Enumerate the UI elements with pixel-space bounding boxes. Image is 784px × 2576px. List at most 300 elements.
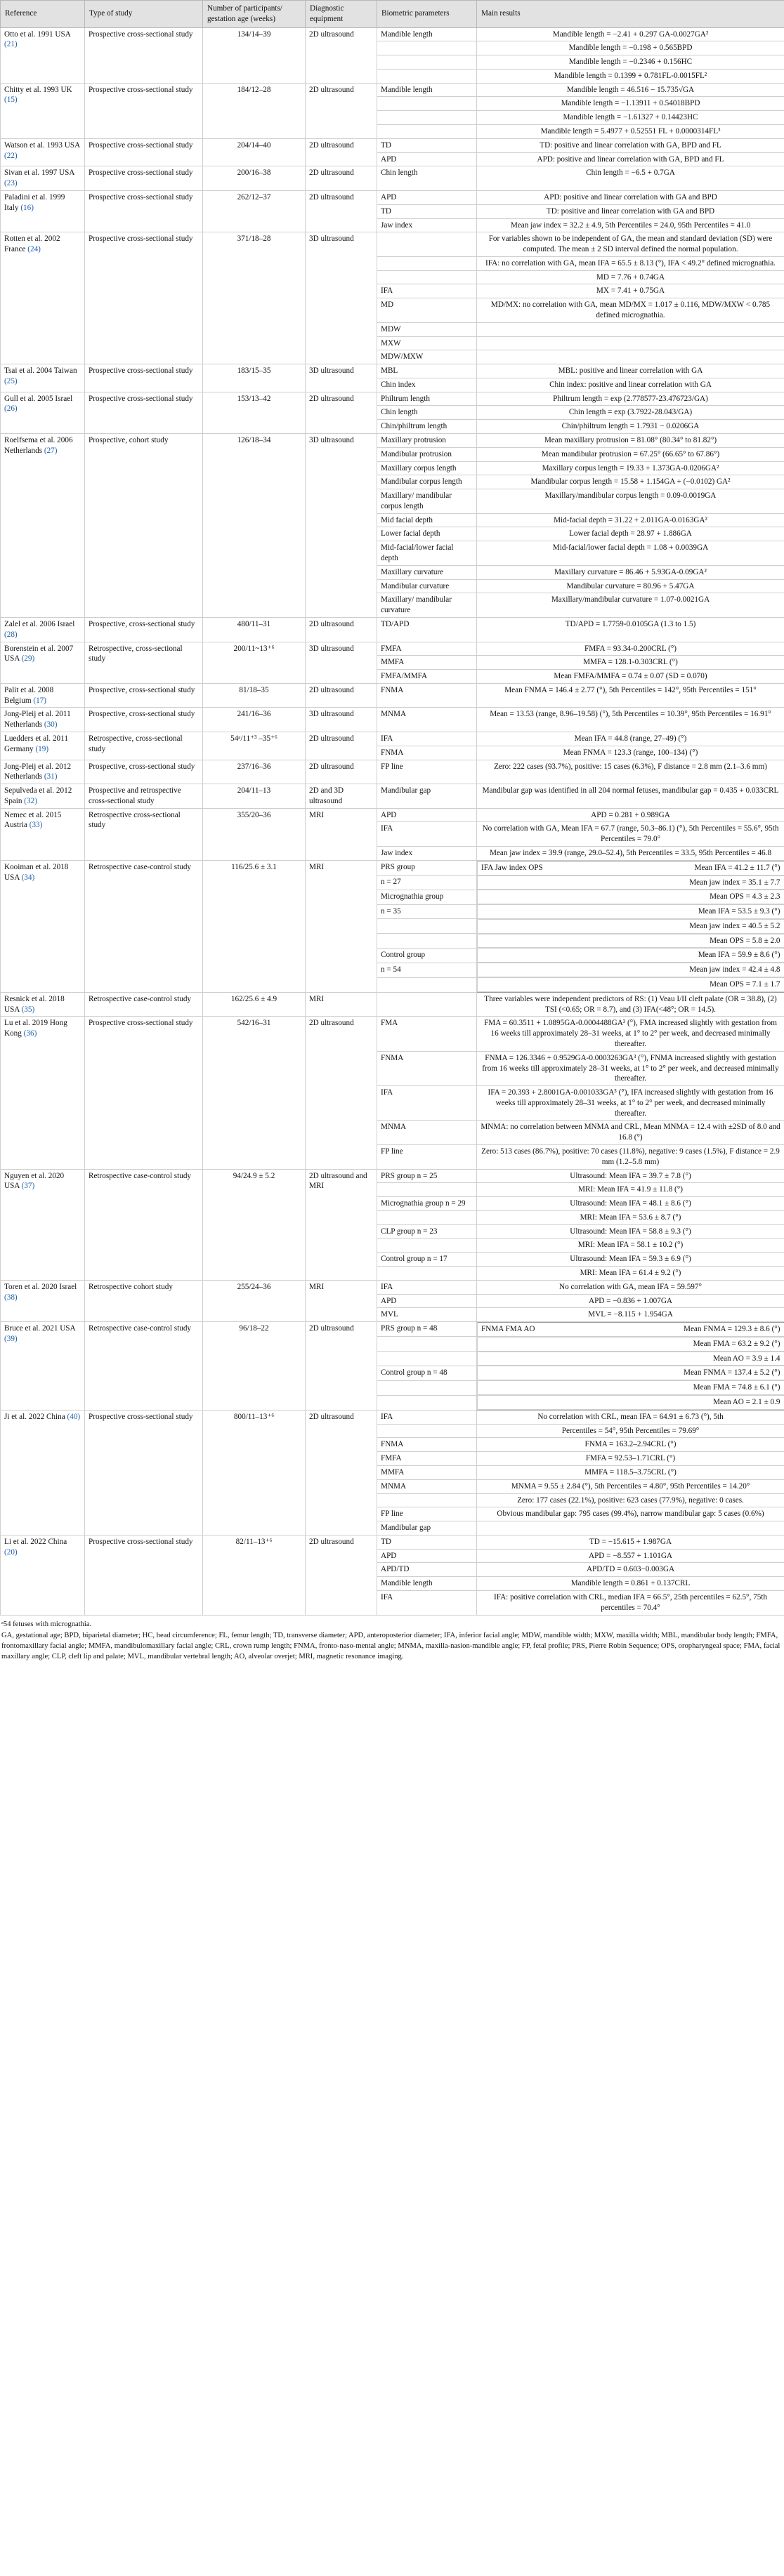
result-value: Mean OPS = 5.8 ± 2.0 xyxy=(710,936,780,945)
reference-number-link[interactable]: (34) xyxy=(21,873,35,882)
parameter-cell: Mandibular protrusion xyxy=(377,447,477,461)
reference-text: Chitty et al. 1993 UK xyxy=(4,85,72,94)
parameter-cell: FMFA/MMFA xyxy=(377,670,477,684)
table-row xyxy=(1,617,784,642)
reference-text: Nemec et al. 2015 Austria xyxy=(4,810,62,830)
result-cell xyxy=(477,904,784,919)
reference-text: Borenstein et al. 2007 USA xyxy=(4,644,74,663)
parameter-cell xyxy=(377,232,477,257)
reference-cell xyxy=(1,760,85,784)
result-cell: Mandibular curvature = 80.96 + 5.47GA xyxy=(477,579,784,593)
table-row xyxy=(1,1410,784,1424)
table-row xyxy=(1,232,784,257)
result-cell: Mean FNMA = 123.3 (range, 100–134) (°) xyxy=(477,746,784,760)
participants-cell: 255/24–36 xyxy=(203,1280,306,1321)
reference-text: Jong-Pleij et al. 2011 Netherlands xyxy=(4,710,71,729)
participants-cell: 542/16–31 xyxy=(203,1017,306,1169)
parameter-cell: Mandibular gap xyxy=(377,1521,477,1535)
equipment-cell: 2D ultrasound xyxy=(306,1410,377,1535)
equipment-cell: 2D ultrasound xyxy=(306,27,377,83)
reference-cell xyxy=(1,1410,85,1535)
parameter-cell: TD xyxy=(377,204,477,218)
reference-text: Nguyen et al. 2020 USA xyxy=(4,1171,65,1191)
reference-number-link[interactable]: (23) xyxy=(4,179,18,188)
equipment-cell: 2D ultrasound xyxy=(306,683,377,708)
result-label: IFA Jaw index OPS xyxy=(481,863,543,872)
reference-number-link[interactable]: (32) xyxy=(24,796,37,805)
table-row xyxy=(1,860,784,875)
reference-cell xyxy=(1,683,85,708)
result-cell: Maxillary/mandibular curvature = 1.07-0.0021GA xyxy=(477,593,784,618)
parameter-cell: IFA xyxy=(377,1410,477,1424)
result-cell: Mandible length = 0.861 + 0.137CRL xyxy=(477,1577,784,1591)
reference-number-link[interactable]: (17) xyxy=(33,696,46,705)
result-cell: Mandible length = −1.61327 + 0.14423HC xyxy=(477,111,784,125)
result-cell: Mandibular corpus length = 15.58 + 1.154GA + (−0.0102) GA² xyxy=(477,475,784,489)
result-cell: Philtrum length = exp (2.778577-23.476723/GA) xyxy=(477,392,784,406)
reference-text: Resnick et al. 2018 USA xyxy=(4,994,65,1014)
parameter-cell: Control group xyxy=(377,948,477,963)
table-header xyxy=(1,1,784,28)
equipment-cell: 2D ultrasound xyxy=(306,617,377,642)
parameter-cell xyxy=(377,97,477,111)
result-cell: MD = 7.76 + 0.74GA xyxy=(477,270,784,284)
result-cell: FNMA = 163.2–2.94CRL (°) xyxy=(477,1438,784,1452)
result-cell: Zero: 177 cases (22.1%), positive: 623 cases (77.9%), negative: 0 cases. xyxy=(477,1493,784,1507)
parameter-cell xyxy=(377,992,477,1017)
parameter-cell xyxy=(377,1380,477,1395)
study-type-cell: Retrospective case-control study xyxy=(85,860,203,992)
result-cell: FNMA = 126.3346 + 0.9529GA-0.0003263GA³ (°), FNMA increased slightly with gestation from 16 weeks till approximately 28–31 weeks, at 1° to 2° per week, and decreased minimally thereafter. xyxy=(477,1051,784,1085)
table-row xyxy=(1,784,784,809)
result-cell: IFA = 20.393 + 2.8001GA-0.001033GA³ (°), IFA increased slightly with gestation from 16 weeks till approximately 28–31 weeks, at 1° to 2° per week, and decreased minimally thereafter. xyxy=(477,1086,784,1121)
reference-number-link[interactable]: (19) xyxy=(35,744,49,753)
participants-cell: 204/14–40 xyxy=(203,138,306,166)
reference-cell xyxy=(1,860,85,992)
equipment-cell: 2D ultrasound xyxy=(306,1535,377,1615)
table-row xyxy=(1,434,784,448)
parameter-cell: Mandible length xyxy=(377,27,477,41)
equipment-cell: MRI xyxy=(306,992,377,1017)
table-row xyxy=(1,190,784,204)
parameter-cell: Philtrum length xyxy=(377,392,477,406)
result-cell: Chin length = −6.5 + 0.7GA xyxy=(477,166,784,191)
result-value: Mean IFA = 53.5 ± 9.3 (°) xyxy=(698,907,780,916)
reference-cell xyxy=(1,1535,85,1615)
result-cell: Maxillary curvature = 86.46 + 5.93GA-0.09GA² xyxy=(477,565,784,579)
result-cell: APD = −0.836 + 1.007GA xyxy=(477,1294,784,1308)
study-type-cell: Retrospective cohort study xyxy=(85,1280,203,1321)
parameter-cell: n = 27 xyxy=(377,876,477,890)
parameter-cell xyxy=(377,1239,477,1253)
reference-text: Watson et al. 1993 USA xyxy=(4,140,80,150)
header-parameters: Biometric parameters xyxy=(377,1,477,28)
reference-number-link[interactable]: (39) xyxy=(4,1334,18,1343)
parameter-cell xyxy=(377,1210,477,1224)
reference-cell xyxy=(1,27,85,83)
reference-text: Kooiman et al. 2018 USA xyxy=(4,862,69,882)
reference-cell xyxy=(1,784,85,809)
header-main-results: Main results xyxy=(477,1,784,28)
parameter-cell: MVL xyxy=(377,1308,477,1322)
table-row xyxy=(1,760,784,784)
participants-cell: 81/18–35 xyxy=(203,683,306,708)
table-row xyxy=(1,808,784,822)
table-row xyxy=(1,1280,784,1294)
parameter-cell: FNMA xyxy=(377,683,477,708)
reference-number-link[interactable]: (25) xyxy=(4,376,18,385)
reference-number-link[interactable]: (31) xyxy=(44,772,58,781)
result-cell: Maxillary/mandibular corpus length = 0.09-0.0019GA xyxy=(477,489,784,514)
result-cell xyxy=(477,963,784,977)
participants-cell: 96/18–22 xyxy=(203,1322,306,1411)
equipment-cell: 2D ultrasound xyxy=(306,138,377,166)
parameter-cell: APD xyxy=(377,1549,477,1563)
parameter-cell: Jaw index xyxy=(377,218,477,232)
study-type-cell: Retrospective, cross-sectional study xyxy=(85,642,203,683)
parameter-cell: Mandible length xyxy=(377,1577,477,1591)
result-cell: No correlation with GA, Mean IFA = 67.7 (range, 50.3–86.1) (°), 5th Percentiles = 55.6°, 95th Percentiles = 79.0° xyxy=(477,822,784,847)
parameter-cell xyxy=(377,270,477,284)
parameter-cell: IFA xyxy=(377,1280,477,1294)
result-cell xyxy=(477,934,784,949)
result-cell: MRI: Mean IFA = 41.9 ± 11.8 (°) xyxy=(477,1183,784,1197)
parameter-cell xyxy=(377,41,477,55)
parameter-cell: Chin length xyxy=(377,406,477,420)
result-cell: Mandible length = 5.4977 + 0.52551 FL + 0.0000314FL³ xyxy=(477,125,784,139)
reference-cell xyxy=(1,642,85,683)
parameter-cell: MDW xyxy=(377,322,477,336)
parameter-cell xyxy=(377,55,477,70)
result-cell: Chin/philtrum length = 1.7931 − 0.0206GA xyxy=(477,420,784,434)
result-cell xyxy=(477,861,784,876)
result-value: Mean FMA = 63.2 ± 9.2 (°) xyxy=(693,1339,780,1348)
result-cell: Mid-facial depth = 31.22 + 2.011GA-0.0163GA² xyxy=(477,513,784,527)
result-cell: Mean FNMA = 146.4 ± 2.77 (°), 5th Percentiles = 142°, 95th Percentiles = 151° xyxy=(477,683,784,708)
reference-text: Ji et al. 2022 China xyxy=(4,1412,65,1421)
study-type-cell: Prospective cross-sectional study xyxy=(85,392,203,433)
participants-cell: 162/25.6 ± 4.9 xyxy=(203,992,306,1017)
result-cell: MBL: positive and linear correlation with GA xyxy=(477,364,784,378)
equipment-cell: MRI xyxy=(306,808,377,860)
study-type-cell: Prospective cross-sectional study xyxy=(85,364,203,392)
result-value: Mean OPS = 4.3 ± 2.3 xyxy=(710,892,780,901)
parameter-cell xyxy=(377,934,477,949)
reference-number-link[interactable]: (21) xyxy=(4,40,18,49)
participants-cell: 94/24.9 ± 5.2 xyxy=(203,1169,306,1280)
reference-cell xyxy=(1,1017,85,1169)
result-cell: IFA: positive correlation with CRL, median IFA = 66.5°, 25th percentiles = 62.5°, 75th percentiles = 70.4° xyxy=(477,1590,784,1615)
result-cell: Chin length = exp (3.7922-28.043/GA) xyxy=(477,406,784,420)
parameter-cell: Micrognathia group xyxy=(377,890,477,904)
reference-text: Toren et al. 2020 Israel xyxy=(4,1282,77,1291)
reference-number-link[interactable]: (24) xyxy=(27,245,41,254)
reference-number-link[interactable]: (26) xyxy=(4,404,18,414)
reference-number-link[interactable]: (40) xyxy=(67,1412,81,1421)
study-type-cell: Prospective cross-sectional study xyxy=(85,1017,203,1169)
study-type-cell: Retrospective, cross-sectional study xyxy=(85,732,203,760)
reference-number-link[interactable]: (16) xyxy=(20,203,34,212)
parameter-cell: MNMA xyxy=(377,1121,477,1145)
study-type-cell: Prospective, cross-sectional study xyxy=(85,683,203,708)
parameter-cell: Control group n = 17 xyxy=(377,1253,477,1267)
abbreviations-note: GA, gestational age; BPD, biparietal diameter; HC, head circumference; FL, femur length; TD, transverse diameter; APD, anteroposterior diameter; IFA, inferior facial angle; MDW, mandible width; MXW, maxilla width; MBL, mandibular body length; FMFA, frontomaxillary facial angle; MMFA, mandibulomaxillary facial angle; CRL, crown rump length; FNMA, fronto-naso-mental angle; MNMA, maxilla-nasion-mandible angle; FP, fetal profile; PRS, Pierre Robin Sequence; OPS, oropharyngeal space; FMA, facial maxillary angle; CLP, cleft lip and palate; MVL, mandibular vertebral length; AO, alveolar overjet; MRI, magnetic resonance imaging. xyxy=(1,1632,780,1661)
result-cell: MMFA = 128.1-0.303CRL (°) xyxy=(477,656,784,670)
result-cell: MRI: Mean IFA = 58.1 ± 10.2 (°) xyxy=(477,1239,784,1253)
result-value: Mean IFA = 59.9 ± 8.6 (°) xyxy=(698,951,780,960)
parameter-cell: MNMA xyxy=(377,708,477,732)
result-cell: APD = −8.557 + 1.101GA xyxy=(477,1549,784,1563)
result-cell: Zero: 222 cases (93.7%), positive: 15 cases (6.3%), F distance = 2.8 mm (2.1–3.6 mm) xyxy=(477,760,784,784)
parameter-cell: Chin/philtrum length xyxy=(377,420,477,434)
study-type-cell: Prospective cross-sectional study xyxy=(85,190,203,232)
equipment-cell: 2D ultrasound and MRI xyxy=(306,1169,377,1280)
equipment-cell: 2D ultrasound xyxy=(306,1322,377,1411)
result-value: Mean AO = 2.1 ± 0.9 xyxy=(713,1398,780,1407)
result-cell: APD/TD = 0.603−0.003GA xyxy=(477,1563,784,1577)
parameter-cell: TD xyxy=(377,138,477,152)
parameter-cell: TD/APD xyxy=(377,617,477,642)
equipment-cell: 2D ultrasound xyxy=(306,190,377,232)
result-cell xyxy=(477,948,784,963)
result-cell xyxy=(477,919,784,934)
result-cell: TD/APD = 1.7759-0.0105GA (1.3 to 1.5) xyxy=(477,617,784,642)
parameter-cell: MXW xyxy=(377,336,477,350)
participants-cell: 82/11–13⁺⁶ xyxy=(203,1535,306,1615)
parameter-cell: PRS group xyxy=(377,860,477,875)
result-cell: Mean FMFA/MMFA = 0.74 ± 0.07 (SD = 0.070) xyxy=(477,670,784,684)
result-cell: MNMA = 9.55 ± 2.84 (°), 5th Percentiles = 4.80°, 95th Percentiles = 14.20° xyxy=(477,1479,784,1493)
parameter-cell: Maxillary protrusion xyxy=(377,434,477,448)
study-type-cell: Retrospective cross-sectional study xyxy=(85,808,203,860)
reference-number-link[interactable]: (28) xyxy=(4,630,18,639)
result-cell: APD: positive and linear correlation with GA, BPD and FL xyxy=(477,152,784,166)
result-cell xyxy=(477,1366,784,1380)
reference-number-link[interactable]: (38) xyxy=(4,1293,18,1302)
result-cell xyxy=(477,350,784,364)
result-cell: Mean IFA = 44.8 (range, 27–49) (°) xyxy=(477,732,784,746)
reference-number-link[interactable]: (35) xyxy=(21,1005,35,1014)
parameter-cell: TD xyxy=(377,1535,477,1549)
table-row xyxy=(1,166,784,191)
parameter-cell: Mid facial depth xyxy=(377,513,477,527)
parameter-cell: PRS group n = 25 xyxy=(377,1169,477,1183)
equipment-cell: 3D ultrasound xyxy=(306,434,377,618)
parameter-cell: FP line xyxy=(377,1144,477,1169)
parameter-cell xyxy=(377,1183,477,1197)
result-value: Mean OPS = 7.1 ± 1.7 xyxy=(710,980,780,989)
parameter-cell xyxy=(377,1352,477,1366)
parameter-cell: MNMA xyxy=(377,1479,477,1493)
parameter-cell xyxy=(377,111,477,125)
parameter-cell: n = 35 xyxy=(377,904,477,919)
participants-cell: 241/16–36 xyxy=(203,708,306,732)
reference-number-link[interactable]: (20) xyxy=(4,1547,18,1557)
result-cell: Mean jaw index = 39.9 (range, 29.0–52.4), 5th Percentiles = 33.5, 95th Percentiles = 46.8 xyxy=(477,847,784,861)
parameter-cell: APD xyxy=(377,1294,477,1308)
header-equipment: Diagnostic equipment xyxy=(306,1,377,28)
parameter-cell: IFA xyxy=(377,1086,477,1121)
reference-text: Lu et al. 2019 Hong Kong xyxy=(4,1019,67,1038)
result-cell: Ultrasound: Mean IFA = 59.3 ± 6.9 (°) xyxy=(477,1253,784,1267)
table-body xyxy=(1,27,784,1615)
parameter-cell: IFA xyxy=(377,1590,477,1615)
parameter-cell: FNMA xyxy=(377,1051,477,1085)
reference-number-link[interactable]: (22) xyxy=(4,151,18,160)
reference-cell xyxy=(1,83,85,138)
result-cell: Mandible length = −0.2346 + 0.156HC xyxy=(477,55,784,70)
result-cell: TD = −15.615 + 1.987GA xyxy=(477,1535,784,1549)
parameter-cell: IFA xyxy=(377,284,477,298)
participants-cell: 116/25.6 ± 3.1 xyxy=(203,860,306,992)
equipment-cell: 2D and 3D ultrasound xyxy=(306,784,377,809)
table-row xyxy=(1,138,784,152)
reference-number-link[interactable]: (27) xyxy=(44,446,58,455)
parameter-cell: Maxillary curvature xyxy=(377,565,477,579)
result-cell: Percentiles = 54°, 95th Percentiles = 79.69° xyxy=(477,1424,784,1438)
equipment-cell: 3D ultrasound xyxy=(306,232,377,364)
result-cell xyxy=(477,322,784,336)
result-cell: MRI: Mean IFA = 61.4 ± 9.2 (°) xyxy=(477,1267,784,1281)
reference-cell xyxy=(1,732,85,760)
reference-text: Jong-Pleij et al. 2012 Netherlands xyxy=(4,762,72,781)
result-cell: MRI: Mean IFA = 53.6 ± 8.7 (°) xyxy=(477,1210,784,1224)
result-cell: Obvious mandibular gap: 795 cases (99.4%), narrow mandibular gap: 5 cases (0.6%) xyxy=(477,1507,784,1521)
parameter-cell: IFA xyxy=(377,822,477,847)
study-type-cell: Prospective and retrospective cross-sectional study xyxy=(85,784,203,809)
study-type-cell: Prospective, cross-sectional study xyxy=(85,617,203,642)
parameter-cell xyxy=(377,977,477,992)
result-cell xyxy=(477,876,784,890)
table-row xyxy=(1,708,784,732)
table-row xyxy=(1,1017,784,1051)
parameter-cell: FP line xyxy=(377,760,477,784)
reference-number-link[interactable]: (15) xyxy=(4,95,18,105)
table-row xyxy=(1,1322,784,1337)
participants-cell: 204/11–13 xyxy=(203,784,306,809)
result-cell: Mean mandibular protrusion = 67.25° (66.65° to 67.86°) xyxy=(477,447,784,461)
parameter-cell: FMFA xyxy=(377,642,477,656)
result-cell: MD/MX: no correlation with GA, mean MD/MX = 1.017 ± 0.116, MDW/MXW < 0.785 defined micrognathia. xyxy=(477,298,784,323)
study-type-cell: Prospective, cohort study xyxy=(85,434,203,618)
reference-number-link[interactable]: (36) xyxy=(23,1029,37,1038)
participants-cell: 134/14–39 xyxy=(203,27,306,83)
result-cell: MVL = −8.115 + 1.954GA xyxy=(477,1308,784,1322)
result-value: Mean AO = 3.9 ± 1.4 xyxy=(713,1354,780,1363)
result-cell: Mandible length = −1.13911 + 0.54018BPD xyxy=(477,97,784,111)
table-row xyxy=(1,27,784,41)
parameter-cell: Mandibular curvature xyxy=(377,579,477,593)
equipment-cell: 3D ultrasound xyxy=(306,364,377,392)
parameter-cell: FMA xyxy=(377,1017,477,1051)
study-type-cell: Prospective cross-sectional study xyxy=(85,138,203,166)
parameter-cell: FP line xyxy=(377,1507,477,1521)
reference-text: Li et al. 2022 China xyxy=(4,1537,67,1546)
parameter-cell: APD/TD xyxy=(377,1563,477,1577)
result-cell xyxy=(477,1352,784,1366)
study-type-cell: Prospective, cross-sectional study xyxy=(85,760,203,784)
study-type-cell: Retrospective case-control study xyxy=(85,1169,203,1280)
parameter-cell xyxy=(377,256,477,270)
reference-text: Tsai et al. 2004 Taiwan xyxy=(4,366,77,376)
parameter-cell: Maxillary/ mandibular corpus length xyxy=(377,489,477,514)
equipment-cell: 2D ultrasound xyxy=(306,166,377,191)
result-cell xyxy=(477,977,784,992)
result-cell: Mean = 13.53 (range, 8.96–19.58) (°), 5th Percentiles = 10.39°, 95th Percentiles = 16.91° xyxy=(477,708,784,732)
parameter-cell: PRS group n = 48 xyxy=(377,1322,477,1337)
result-cell: TD: positive and linear correlation with GA, BPD and FL xyxy=(477,138,784,152)
study-type-cell: Prospective cross-sectional study xyxy=(85,27,203,83)
parameter-cell: Mandibular gap xyxy=(377,784,477,809)
reference-cell xyxy=(1,434,85,618)
parameter-cell xyxy=(377,1424,477,1438)
reference-text: Rotten et al. 2002 France xyxy=(4,235,60,254)
equipment-cell: MRI xyxy=(306,860,377,992)
result-cell: No correlation with GA, mean IFA = 59.597° xyxy=(477,1280,784,1294)
footnote-a: ᵃ54 fetuses with micrognathia. xyxy=(1,1620,92,1628)
result-cell: IFA: no correlation with GA, mean IFA = 65.5 ± 8.13 (°), IFA < 49.2° defined micrognathia. xyxy=(477,256,784,270)
result-cell: Mandible length = 46.516 − 15.735√GA xyxy=(477,83,784,97)
table-row xyxy=(1,364,784,378)
parameter-cell: APD xyxy=(377,190,477,204)
reference-cell xyxy=(1,808,85,860)
result-cell: MX = 7.41 + 0.75GA xyxy=(477,284,784,298)
reference-cell xyxy=(1,992,85,1017)
result-cell: Maxillary corpus length = 19.33 + 1.373GA-0.0206GA² xyxy=(477,461,784,475)
parameter-cell xyxy=(377,1337,477,1352)
table-row xyxy=(1,392,784,406)
reference-number-link[interactable]: (37) xyxy=(21,1182,35,1191)
result-cell: APD: positive and linear correlation with GA and BPD xyxy=(477,190,784,204)
parameter-cell: Control group n = 48 xyxy=(377,1366,477,1380)
result-value: Mean jaw index = 42.4 ± 4.8 xyxy=(689,965,780,975)
result-label: FNMA FMA AO xyxy=(481,1325,535,1334)
result-cell: Lower facial depth = 28.97 + 1.886GA xyxy=(477,527,784,541)
header-participants: Number of participants/ gestation age (weeks) xyxy=(203,1,306,28)
result-cell: FMFA = 93.34-0.200CRL (°) xyxy=(477,642,784,656)
parameter-cell: MMFA xyxy=(377,1465,477,1479)
participants-cell: 237/16–36 xyxy=(203,760,306,784)
result-cell xyxy=(477,890,784,904)
reference-number-link[interactable]: (29) xyxy=(21,654,35,663)
study-type-cell: Retrospective case-control study xyxy=(85,1322,203,1411)
result-cell: No correlation with CRL, mean IFA = 64.91 ± 6.73 (°), 5th xyxy=(477,1410,784,1424)
reference-cell xyxy=(1,166,85,191)
parameter-cell: Lower facial depth xyxy=(377,527,477,541)
result-value: Mean FNMA = 129.3 ± 8.6 (°) xyxy=(684,1325,780,1334)
result-cell xyxy=(477,1322,784,1337)
reference-number-link[interactable]: (30) xyxy=(44,720,58,729)
result-cell: TD: positive and linear correlation with GA and BPD xyxy=(477,204,784,218)
reference-number-link[interactable]: (33) xyxy=(29,821,43,830)
participants-cell: 184/12–28 xyxy=(203,83,306,138)
participants-cell: 153/13–42 xyxy=(203,392,306,433)
parameter-cell: FNMA xyxy=(377,1438,477,1452)
table-row xyxy=(1,683,784,708)
result-cell xyxy=(477,1395,784,1410)
parameter-cell: Maxillary/ mandibular curvature xyxy=(377,593,477,618)
table-row xyxy=(1,1535,784,1549)
header-reference: Reference xyxy=(1,1,85,28)
participants-cell: 480/11–31 xyxy=(203,617,306,642)
study-type-cell: Prospective cross-sectional study xyxy=(85,83,203,138)
result-cell xyxy=(477,1380,784,1395)
equipment-cell: 2D ultrasound xyxy=(306,760,377,784)
parameter-cell: Chin length xyxy=(377,166,477,191)
reference-cell xyxy=(1,138,85,166)
result-cell: FMFA = 92.53–1.71CRL (°) xyxy=(477,1452,784,1466)
participants-cell: 262/12–37 xyxy=(203,190,306,232)
